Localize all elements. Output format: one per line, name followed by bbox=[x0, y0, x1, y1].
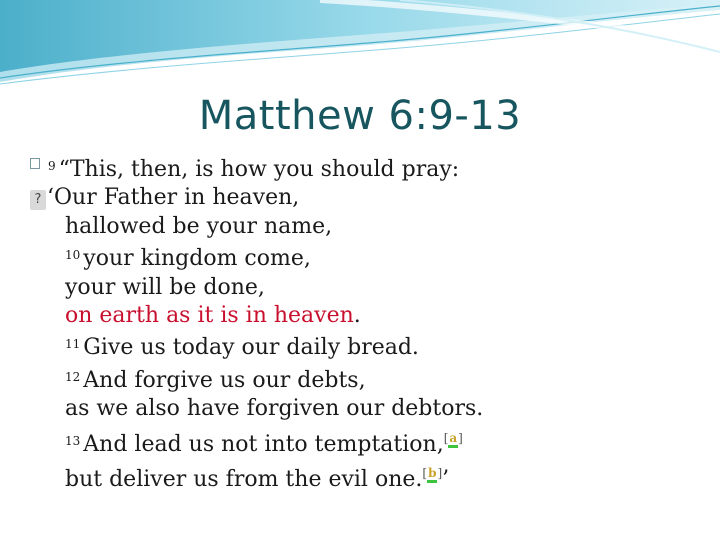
passage-line bbox=[30, 395, 690, 423]
footnote-link[interactable]: b bbox=[427, 466, 437, 483]
footnote-link[interactable]: a bbox=[448, 431, 458, 448]
passage-line bbox=[30, 330, 690, 362]
closing-quote: ’ bbox=[442, 467, 450, 493]
verse-text: . bbox=[353, 303, 361, 329]
passage-line bbox=[30, 302, 690, 330]
footnote-marker[interactable]: [a] bbox=[444, 431, 463, 448]
passage-line bbox=[30, 363, 690, 395]
verse-text: Give us today our daily bread. bbox=[83, 335, 419, 361]
verse-number: 12 bbox=[65, 369, 81, 384]
square-bullet-icon bbox=[30, 158, 40, 169]
verse-number: 11 bbox=[65, 337, 81, 352]
highlighted-text: on earth as it is in heaven bbox=[65, 303, 354, 329]
verse-text: And forgive us our debts, bbox=[83, 367, 366, 393]
passage-line bbox=[30, 241, 690, 273]
verse-text: ‘Our Father in heaven, bbox=[47, 185, 300, 211]
slide-title: Matthew 6:9-13 bbox=[198, 93, 522, 139]
verse-text: as we also have forgiven our debtors. bbox=[65, 396, 484, 422]
verse-number: 9 bbox=[48, 159, 56, 173]
verse-text: “This, then, is how you should pray: bbox=[58, 157, 460, 182]
passage-line bbox=[30, 424, 690, 459]
verse-text: your kingdom come, bbox=[83, 246, 311, 272]
header-wave-banner bbox=[0, 0, 720, 100]
scripture-passage bbox=[30, 152, 690, 494]
verse-text: And lead us not into temptation, bbox=[83, 431, 444, 457]
verse-text: but deliver us from the evil one. bbox=[65, 467, 423, 493]
passage-line bbox=[30, 459, 690, 494]
footnote-marker[interactable]: [b] bbox=[422, 466, 442, 483]
verse-number: 10 bbox=[65, 248, 81, 263]
verse-number: 13 bbox=[65, 433, 81, 448]
missing-glyph-icon: ? bbox=[30, 190, 46, 210]
verse-text: hallowed be your name, bbox=[65, 213, 333, 239]
passage-line bbox=[30, 152, 690, 184]
passage-line bbox=[30, 184, 690, 212]
verse-text: your will be done, bbox=[65, 274, 265, 300]
passage-line bbox=[30, 213, 690, 241]
passage-line bbox=[30, 274, 690, 302]
